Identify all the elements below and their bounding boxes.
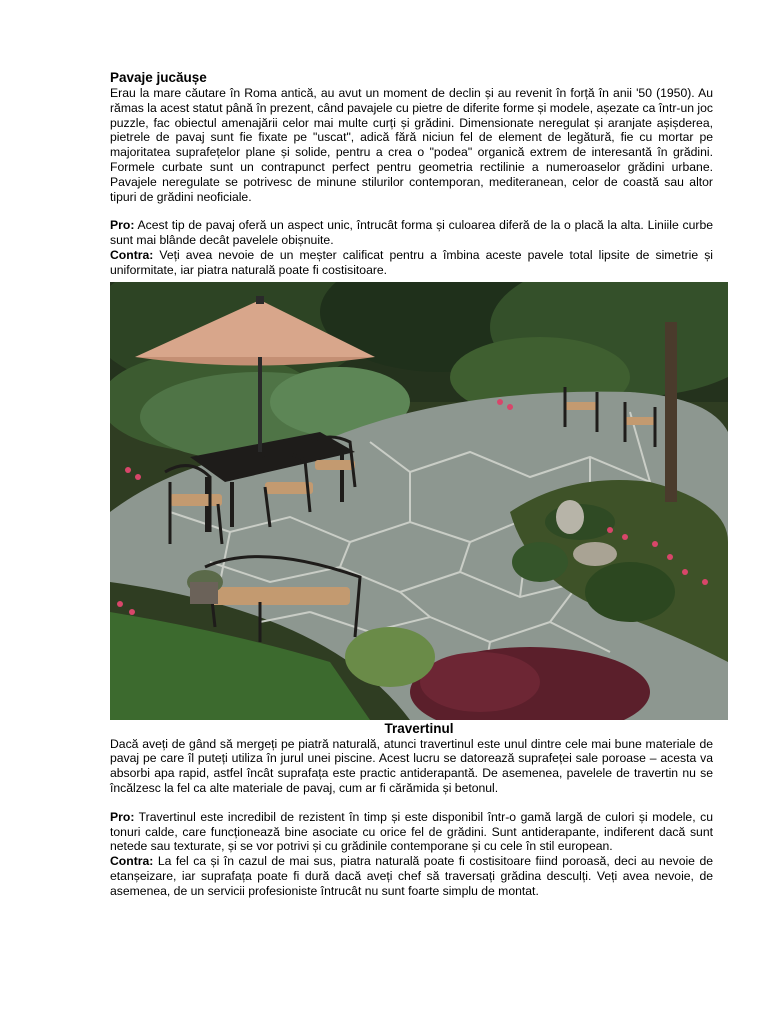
paragraph-pro bbox=[110, 218, 713, 248]
pro-text: Acest tip de pavaj oferă un aspect unic, întrucât forma și culoarea diferă de la o placă la alta. Liniile curbe sunt mai blânde decât pavelele obișnuite. bbox=[110, 218, 713, 248]
paragraph-travertin: Dacă aveți de gând să mergeți pe piatră naturală, atunci travertinul este unul dintre cele mai bune materiale de pavaj pe care îl puteți utiliza în jurul unei piscine. Acest lucru se datorează suprafeței sale poroase – acesta va absorbi apa rapid, astfel încât suprafața este practic antiderapantă. De asemenea, pavelele de travertin nu se încălzesc la fel ca alte materiale de pavaj, cum ar fi cărămida și betonul. bbox=[110, 736, 713, 795]
patio-photo bbox=[110, 282, 728, 720]
paragraph-intro: Erau la mare căutare în Roma antică, au avut un moment de declin și au revenit în forță în anii '50 (1950). Au rămas la acest statut până în prezent, când pavajele cu pietre de diferite forme și modele, așezate ca într-un joc puzzle, fac obiectul amenajării celor mai multe curți și grădini. Dimensionate neregulat și aranjate așișderea, pietrele de pavaj sunt fie fixate pe "uscat", adică fără niciun fel de element de legătură, fie cu mortar pe majoritatea suprafețelor plane și solide, pentru a crea o "podea" organică extrem de interesantă în grădini. Formele curbate sunt un contrapunct perfect pentru geometria rectilinie a numeroaselor grădini urbane. Pavajele neregulate se potrivesc de minune stilurilor contemporan, mediteranean, celor de coastă sau altor tipuri de grădini neoficiale. bbox=[110, 86, 713, 204]
pro-label: Pro: bbox=[110, 218, 135, 233]
pro-label-2: Pro: bbox=[110, 809, 135, 824]
paragraph-contra bbox=[110, 248, 713, 278]
patio-illustration bbox=[110, 282, 728, 720]
contra-text: Veți avea nevoie de un meșter calificat pentru a îmbina aceste pavele total lipsite de simetrie și uniformitate, iar piatra naturală poate fi costisitoare. bbox=[110, 247, 713, 277]
section-title-pavaje: Pavaje jucăușe bbox=[110, 70, 207, 85]
paragraph-contra-2 bbox=[110, 854, 713, 898]
paragraph-pro-2 bbox=[110, 810, 713, 854]
document-page bbox=[110, 70, 713, 899]
contra-label-2: Contra: bbox=[110, 854, 154, 869]
contra-text-2: La fel ca și în cazul de mai sus, piatra naturală poate fi costisitoare fiind poroasă, deci au nevoie de etanșeizare, iar suprafața poate fi dură dacă aveți chef să traversați grădina desculți. Veți avea nevoie, de asemenea, de un servicii profesioniste întrucât nu sunt foarte simplu de montat. bbox=[110, 854, 713, 898]
section-title-travertinul: Travertinul bbox=[384, 720, 454, 736]
pro-text-2: Travertinul este incredibil de rezistent în timp și este disponibil într-o gamă largă de culori și modele, cu tonuri calde, care funcționează bine asociate cu orice fel de grădini. Sunt antiderapante, indiferent dacă sunt netede sau texturate, și se vor potrivi și cu grădinile contemporane și cu cele în stil european. bbox=[110, 809, 713, 854]
contra-label: Contra: bbox=[110, 247, 154, 262]
